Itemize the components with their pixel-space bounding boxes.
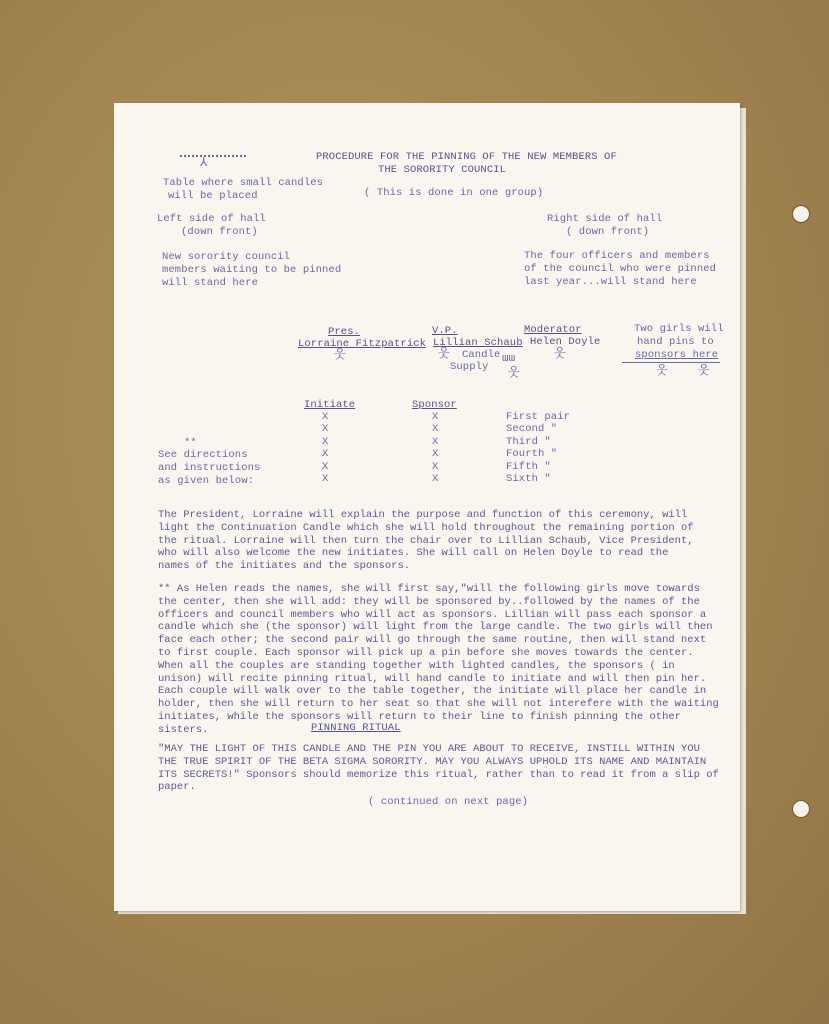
initiate-mark: X xyxy=(322,473,329,485)
note-line-3: as given below: xyxy=(158,475,255,487)
two-girls-line-1: Two girls will xyxy=(634,323,724,335)
officers-line-3: last year...will stand here xyxy=(524,276,697,288)
candle-stand-icon: ⅄ xyxy=(200,156,208,170)
person-figure-icon: 웃 xyxy=(656,364,668,378)
person-figure-icon: 웃 xyxy=(334,348,346,362)
moderator-title: Moderator xyxy=(524,324,582,336)
initiate-mark: X xyxy=(322,460,329,473)
document-page xyxy=(114,103,740,911)
ritual-text: "MAY THE LIGHT OF THIS CANDLE AND THE PIN YOU ARE ABOUT TO RECEIVE, INSTILL WITHIN YOU THE TRUE SPIRIT OF THE BETA SIGMA SORORITY. MAY YOU ALWAYS UPHOLD ITS NAME AND MAINTAIN ITS SECRETS!" Sponsors should memorize this ritual, rather than to read it from a slip of paper. xyxy=(158,743,719,794)
continued-note: ( continued on next page) xyxy=(368,796,529,808)
officers-line-1: The four officers and members xyxy=(524,250,710,262)
right-side-sub: ( down front) xyxy=(566,226,650,238)
initiate-mark: X xyxy=(322,411,329,423)
title-line-1: PROCEDURE FOR THE PINNING OF THE NEW MEMBERS OF xyxy=(316,151,617,163)
initiate-mark: X xyxy=(322,435,329,448)
left-side-sub: (down front) xyxy=(181,226,258,238)
paragraph-pinning-procedure: ** As Helen reads the names, she will first say,"will the following girls move towards the center, then she will add: they will be sponsored by..followed by the names of the officers and council members who will act as sponsors. Lillian will pass each sponsor a candle which she (the sponsor) will light from the large candle. The two girls will then face each other; the second pair will go through the same routine, then will stand next to first couple. Each sponsor will pick up a pin before she moves towards the center. When all the couples are standing together with lighted candles, the sponsors ( in unison) will recite pinning ritual, will hand candle to initiate and will then pin her. Each couple will walk over to the table together, the initiate will place her candle in holder, then she will return to her seat so that she will not interefere with the waiting initiates, while the sponsors will return to their line to finish pinning the other sisters. xyxy=(158,583,719,736)
vp-title: V.P. xyxy=(432,325,458,337)
table-label-2: will be placed xyxy=(168,190,258,202)
pair-label: Fifth " xyxy=(506,460,551,473)
pair-label: Third " xyxy=(506,435,551,448)
sponsor-mark: X xyxy=(432,411,439,423)
officers-line-2: of the council who were pinned xyxy=(524,263,717,275)
person-figure-icon: 웃 xyxy=(508,366,520,380)
new-council-line-1: New sorority council xyxy=(162,251,291,263)
sponsor-mark: X xyxy=(432,473,439,485)
pair-label: First pair xyxy=(506,411,571,423)
table-label-1: Table where small candles xyxy=(163,177,324,189)
pair-label: Fourth " xyxy=(506,448,558,461)
candle-supply-line-2: Supply xyxy=(450,361,489,373)
binder-hole xyxy=(792,205,810,223)
col-initiate: Initiate xyxy=(304,399,356,411)
note-line-1: See directions xyxy=(158,449,248,461)
pres-title: Pres. xyxy=(328,326,361,338)
person-figure-icon: 웃 xyxy=(698,364,710,378)
sponsor-mark: X xyxy=(432,435,439,448)
vp-name: Lillian Schaub xyxy=(433,337,523,349)
right-side-label: Right side of hall xyxy=(547,213,663,225)
initiate-mark: X xyxy=(322,448,329,461)
ritual-heading: PINNING RITUAL xyxy=(311,722,401,734)
new-council-line-3: will stand here xyxy=(162,277,259,289)
col-sponsor: Sponsor xyxy=(412,399,457,411)
table-drawing xyxy=(180,155,246,157)
pres-name: Lorraine Fitzpatrick xyxy=(298,338,427,350)
title-line-2: THE SORORITY COUNCIL xyxy=(378,164,507,176)
person-figure-icon: 웃 xyxy=(554,347,566,361)
note-line-2: and instructions xyxy=(158,462,261,474)
sponsor-mark: X xyxy=(432,423,439,436)
person-figure-icon: 웃 xyxy=(438,347,450,361)
two-girls-line-2: hand pins to xyxy=(637,336,714,348)
sponsor-mark: X xyxy=(432,448,439,461)
sponsor-mark: X xyxy=(432,460,439,473)
paragraph-president: The President, Lorraine will explain the purpose and function of this ceremony, will light the Continuation Candle which she will hold throughout the remaining portion of the ritual. Lorraine will then turn the chair over to Lillian Schaub, Vice President, who will also welcome the new initiates. She will call on Helen Doyle to read the names of the initiates and the sponsors. xyxy=(158,509,694,573)
note-marker: ** xyxy=(184,437,197,449)
left-side-label: Left side of hall xyxy=(157,213,266,225)
two-girls-line-3: sponsors here xyxy=(635,349,719,361)
candle-supply-line-1: Candle xyxy=(462,349,501,361)
moderator-name: Helen Doyle xyxy=(530,336,601,348)
subtitle: ( This is done in one group) xyxy=(364,187,544,199)
new-council-line-2: members waiting to be pinned xyxy=(162,264,342,276)
pair-label: Sixth " xyxy=(506,473,551,485)
binder-hole xyxy=(792,800,810,818)
initiate-mark: X xyxy=(322,423,329,436)
candles-icon: ɯɯ xyxy=(502,353,516,365)
pair-label: Second " xyxy=(506,423,558,436)
pin-line xyxy=(622,362,720,363)
